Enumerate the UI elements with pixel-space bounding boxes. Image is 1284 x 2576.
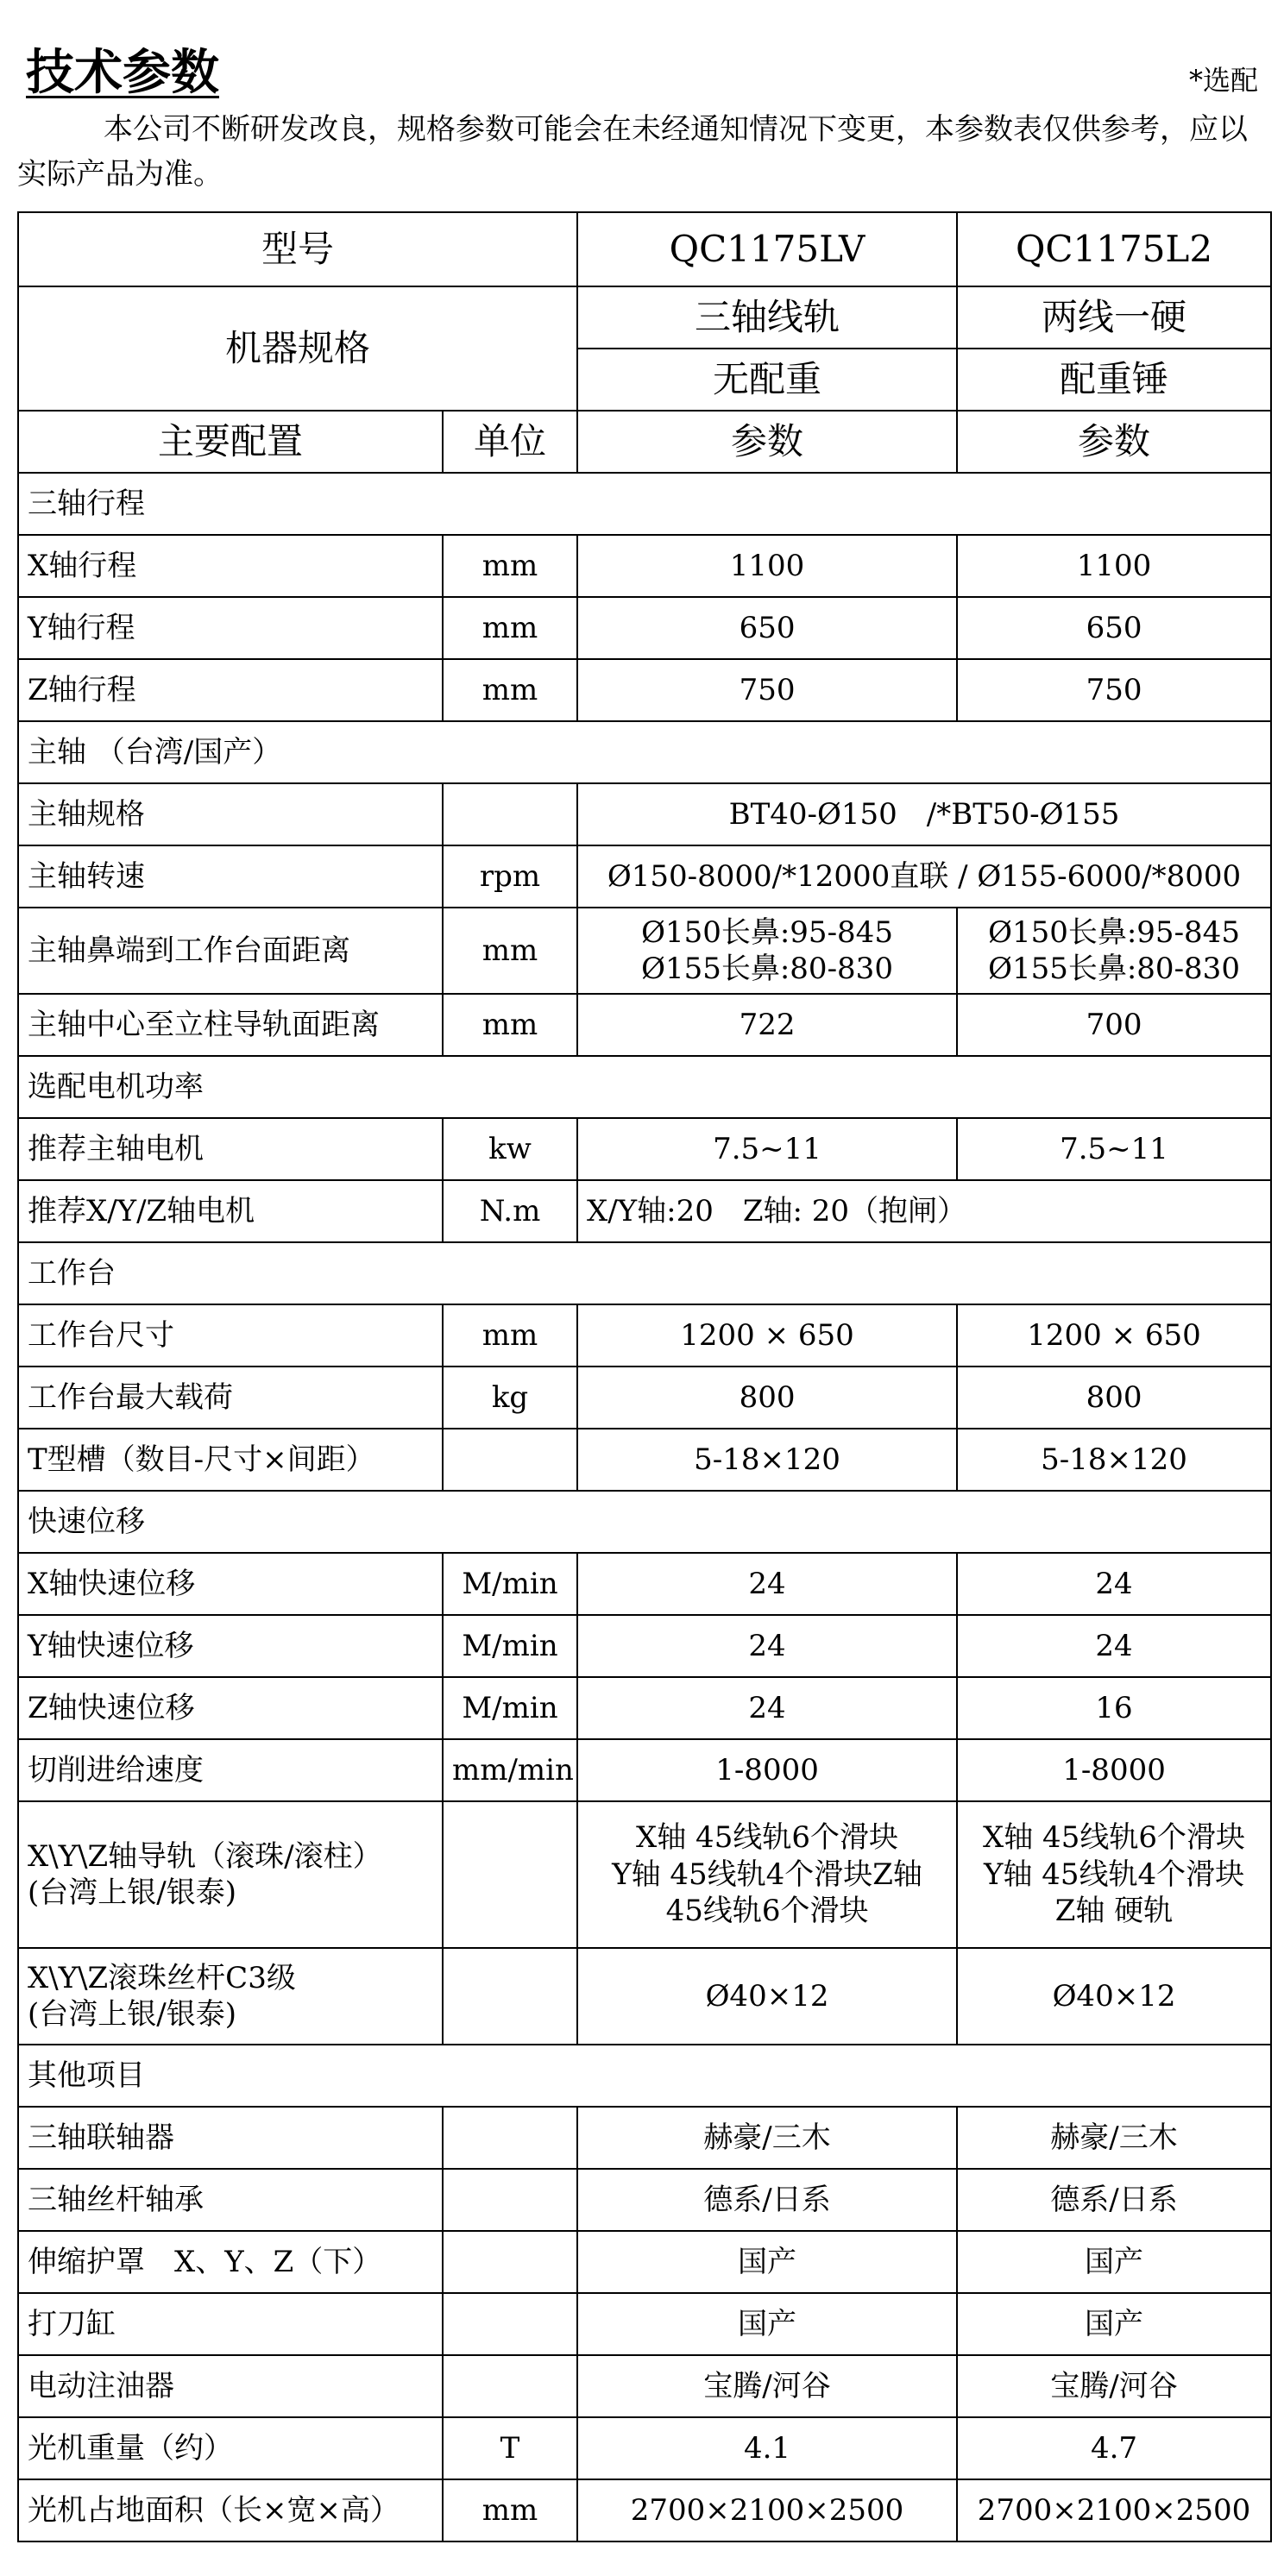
col-unit: 单位 [443,411,577,473]
row-value-2: 24 [957,1553,1271,1615]
row-value-1: 4.1 [577,2417,957,2479]
row-value-2: 7.5~11 [957,1118,1271,1180]
row-name: 主轴规格 [18,783,443,845]
row-name: 推荐主轴电机 [18,1118,443,1180]
name-line: (台湾上银/银泰) [28,1997,236,2032]
row-name: 电动注油器 [18,2355,443,2417]
row-name: 主轴中心至立柱导轨面距离 [18,994,443,1056]
row-name: T型槽（数目-尺寸×间距） [18,1429,443,1491]
spec-label: 机器规格 [18,286,577,411]
spec-row [18,286,1271,349]
row-unit [443,2293,577,2355]
row-value-2: 德系/日系 [957,2169,1271,2231]
table-row [18,2417,1271,2479]
table-row [18,994,1271,1056]
row-value-1: 7.5~11 [577,1118,957,1180]
value-line: 45线轨6个滑块 [665,1894,869,1929]
optional-note: *选配 [1188,64,1258,97]
column-header-row [18,411,1271,473]
row-value-2: Ø40×12 [957,1948,1271,2045]
row-value-1: 1100 [577,535,957,597]
table-row [18,2355,1271,2417]
row-name: 推荐X/Y/Z轴电机 [18,1180,443,1242]
table-row [18,2107,1271,2169]
col-param-2: 参数 [957,411,1271,473]
section-travel: 三轴行程 [18,473,1271,535]
section-row [18,473,1271,535]
row-value-2: 1200 × 650 [957,1304,1271,1367]
row-name: 主轴转速 [18,845,443,908]
row-value-merged: Ø150-8000/*12000直联 / Ø155-6000/*8000 [577,845,1271,908]
row-unit: mm [443,2479,577,2541]
row-value-2: 宝腾/河谷 [957,2355,1271,2417]
row-unit: mm [443,1304,577,1367]
row-unit: M/min [443,1553,577,1615]
table-row [18,2479,1271,2541]
table-row [18,845,1271,908]
row-name: 工作台尺寸 [18,1304,443,1367]
row-name: 主轴鼻端到工作台面距离 [18,908,443,994]
row-name: 三轴丝杆轴承 [18,2169,443,2231]
row-unit: N.m [443,1180,577,1242]
row-value-1 [577,1801,957,1948]
row-unit: kg [443,1367,577,1429]
spec-1-line1: 三轴线轨 [577,286,957,349]
row-unit: kw [443,1118,577,1180]
table-row [18,535,1271,597]
section-other: 其他项目 [18,2045,1271,2107]
row-unit: M/min [443,1615,577,1677]
row-value-1: 24 [577,1553,957,1615]
row-name: 工作台最大载荷 [18,1367,443,1429]
row-unit: M/min [443,1677,577,1739]
row-value-merged: BT40-Ø150 /*BT50-Ø155 [577,783,1271,845]
name-line: (台湾上银/银泰) [28,1875,236,1910]
row-unit: mm/min [443,1739,577,1801]
row-value-1: Ø40×12 [577,1948,957,2045]
row-value-2: 700 [957,994,1271,1056]
row-value-2: 赫豪/三木 [957,2107,1271,2169]
section-row [18,721,1271,783]
row-value-2: 800 [957,1367,1271,1429]
row-value-1: 24 [577,1615,957,1677]
row-value-2: 16 [957,1677,1271,1739]
model-1: QC1175LV [577,212,957,286]
table-row [18,908,1271,994]
row-value-2 [957,908,1271,994]
row-value-1: 赫豪/三木 [577,2107,957,2169]
table-row [18,1429,1271,1491]
row-name: 打刀缸 [18,2293,443,2355]
row-name: X轴行程 [18,535,443,597]
row-unit: mm [443,908,577,994]
row-unit [443,2355,577,2417]
row-value-2: 国产 [957,2231,1271,2293]
row-name: 光机重量（约） [18,2417,443,2479]
model-2: QC1175L2 [957,212,1271,286]
row-value-2: 4.7 [957,2417,1271,2479]
value-line: Z轴 硬轨 [1054,1894,1174,1929]
row-value-1: 2700×2100×2500 [577,2479,957,2541]
table-row [18,1739,1271,1801]
row-name: 切削进给速度 [18,1739,443,1801]
value-line: Ø155长鼻:80-830 [988,952,1240,986]
row-name: 三轴联轴器 [18,2107,443,2169]
row-name: 伸缩护罩 X、Y、Z（下） [18,2231,443,2293]
value-line: Ø155长鼻:80-830 [641,952,893,986]
name-line: X\Y\Z轴导轨（滚珠/滚柱） [28,1838,382,1874]
row-unit: mm [443,535,577,597]
table-row [18,2293,1271,2355]
table-row [18,659,1271,721]
value-line: Ø150长鼻:95-845 [641,914,893,950]
row-value-1: 国产 [577,2293,957,2355]
section-row [18,1242,1271,1304]
row-value-2: 750 [957,659,1271,721]
model-row [18,212,1271,286]
row-value-1: 5-18×120 [577,1429,957,1491]
row-name: Y轴行程 [18,597,443,659]
section-spindle: 主轴 （台湾/国产） [18,721,1271,783]
row-value-2: 24 [957,1615,1271,1677]
table-row [18,2231,1271,2293]
row-value-1: 宝腾/河谷 [577,2355,957,2417]
spec-1-line2: 无配重 [577,349,957,411]
row-name: X轴快速位移 [18,1553,443,1615]
row-value-1: 800 [577,1367,957,1429]
row-value-1: 1200 × 650 [577,1304,957,1367]
col-param-1: 参数 [577,411,957,473]
row-value-2: 650 [957,597,1271,659]
spec-2-line1: 两线一硬 [957,286,1271,349]
table-row [18,2169,1271,2231]
col-config: 主要配置 [18,411,443,473]
section-row [18,1491,1271,1553]
table-row [18,1801,1271,1948]
row-unit [443,2107,577,2169]
table-row [18,1948,1271,2045]
row-value-2 [957,1801,1271,1948]
value-line: X轴 45线轨6个滑块 [983,1820,1245,1856]
row-name: Y轴快速位移 [18,1615,443,1677]
table-row [18,1615,1271,1677]
disclaimer-text: 本公司不断研发改良，规格参数可能会在未经通知情况下变更，本参数表仅供参考，应以实际产品为准。 [17,112,1248,192]
spec-table [17,211,1272,2542]
row-value-1: 国产 [577,2231,957,2293]
model-label: 型号 [18,212,577,286]
row-value-2: 1100 [957,535,1271,597]
row-value-1: 750 [577,659,957,721]
row-unit: mm [443,659,577,721]
row-value-2: 1-8000 [957,1739,1271,1801]
table-row [18,1553,1271,1615]
row-name: Z轴行程 [18,659,443,721]
row-unit [443,1801,577,1948]
table-row [18,1677,1271,1739]
table-row [18,1304,1271,1367]
row-value-1: 722 [577,994,957,1056]
row-unit: T [443,2417,577,2479]
table-row [18,1118,1271,1180]
value-line: Y轴 45线轨4个滑块Z轴 [612,1857,922,1892]
table-row [18,1367,1271,1429]
row-unit [443,1429,577,1491]
row-value-merged: X/Y轴:20 Z轴: 20（抱闸） [577,1180,1271,1242]
row-unit [443,1948,577,2045]
row-unit: mm [443,994,577,1056]
row-value-1: 1-8000 [577,1739,957,1801]
page-title: 技术参数 [26,44,219,101]
section-table: 工作台 [18,1242,1271,1304]
row-name [18,1948,443,2045]
row-name [18,1801,443,1948]
value-line: Y轴 45线轨4个滑块 [983,1857,1245,1892]
value-line: X轴 45线轨6个滑块 [636,1820,898,1856]
row-value-2: 5-18×120 [957,1429,1271,1491]
section-row [18,1056,1271,1118]
row-name: Z轴快速位移 [18,1677,443,1739]
name-line: X\Y\Z滚珠丝杆C3级 [28,1960,296,1995]
row-value-1 [577,908,957,994]
row-value-1: 650 [577,597,957,659]
table-row [18,1180,1271,1242]
section-rapid: 快速位移 [18,1491,1271,1553]
row-unit: mm [443,597,577,659]
row-value-2: 2700×2100×2500 [957,2479,1271,2541]
section-motor: 选配电机功率 [18,1056,1271,1118]
row-value-1: 德系/日系 [577,2169,957,2231]
table-row [18,597,1271,659]
spec-2-line2: 配重锤 [957,349,1271,411]
row-unit [443,2231,577,2293]
table-row [18,783,1271,845]
row-value-2: 国产 [957,2293,1271,2355]
value-line: Ø150长鼻:95-845 [988,914,1240,950]
section-row [18,2045,1271,2107]
row-value-1: 24 [577,1677,957,1739]
row-unit: rpm [443,845,577,908]
row-unit [443,2169,577,2231]
row-unit [443,783,577,845]
row-name: 光机占地面积（长×宽×高） [18,2479,443,2541]
